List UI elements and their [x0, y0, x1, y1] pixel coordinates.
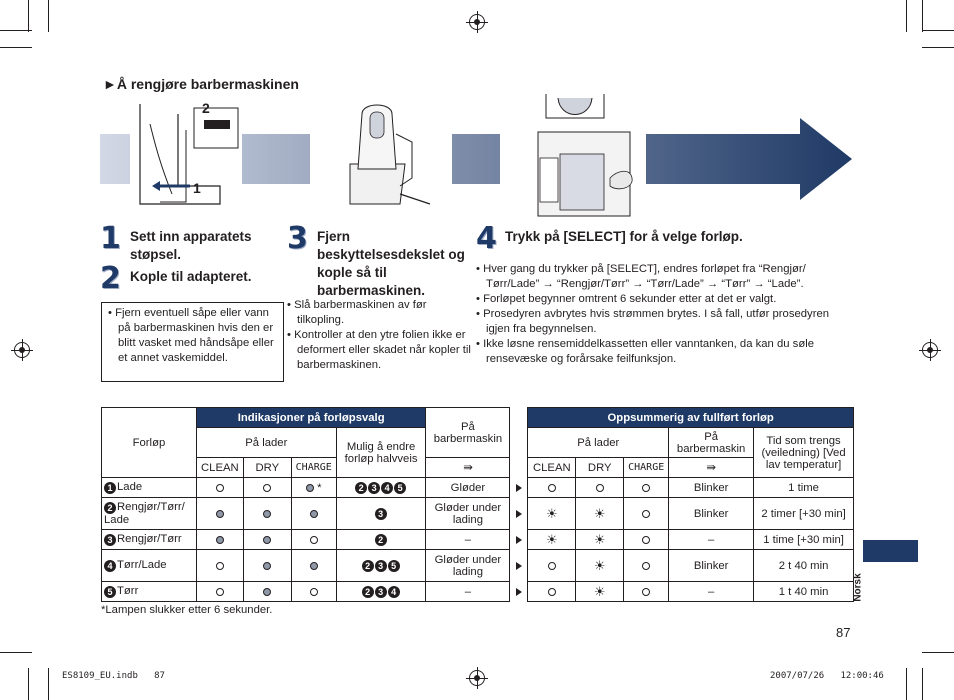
summary-dry [576, 498, 624, 530]
summary-dry [576, 478, 624, 498]
shaver-status: – [426, 582, 510, 602]
plug-icon: ⇛ [706, 462, 716, 474]
summary-clean [528, 498, 576, 530]
row-name: Rengjør/Tørr/ Lade [104, 501, 185, 526]
table-row [102, 582, 854, 602]
side-tab-label: Norsk [852, 573, 864, 602]
flashing-lamp-icon: ☀ [546, 505, 558, 521]
clean-lamp [196, 582, 243, 602]
course-number: 4 [388, 586, 400, 598]
charge-lamp [291, 498, 336, 530]
cleaning-illustration [100, 94, 860, 224]
course-number: 4 [381, 482, 393, 494]
course-number: 5 [394, 482, 406, 494]
tid-cell: 2 timer [+30 min] [754, 498, 854, 530]
plug-icon: ⇛ [463, 462, 473, 474]
crop-mark [48, 0, 49, 32]
header-pa-barbermaskin-2: På barbermaskin [669, 428, 754, 458]
course-number: 3 [375, 560, 387, 572]
step-3-bullets [287, 298, 473, 373]
dry-lamp [243, 550, 291, 582]
dry-lamp [243, 530, 291, 550]
crop-mark [906, 0, 907, 32]
row-name: Rengjør/Tørr [117, 533, 182, 546]
lamp-off-icon [310, 588, 318, 596]
mulig-cell [336, 530, 426, 550]
lamp-on-icon [216, 510, 224, 518]
dry-lamp [243, 478, 291, 498]
lamp-off-icon [310, 536, 318, 544]
lamp-off-icon [216, 484, 224, 492]
header-clean-2: CLEAN [528, 458, 576, 478]
crop-mark [906, 668, 907, 700]
crop-mark [28, 0, 29, 32]
summary-shaver: – [669, 530, 754, 550]
lamp-off-icon [642, 484, 650, 492]
summary-dry [576, 550, 624, 582]
row-arrow [510, 582, 528, 602]
summary-shaver: Blinker [669, 498, 754, 530]
lamp-off-icon [548, 562, 556, 570]
lamp-on-icon [263, 562, 271, 570]
mulig-cell [336, 550, 426, 582]
lamp-off-icon [216, 588, 224, 596]
registration-mark [14, 342, 30, 358]
clean-lamp [196, 550, 243, 582]
step-4-bullet: • Forløpet begynner omtrent 6 sekunder etter at det er valgt. [476, 293, 777, 305]
crop-mark [922, 0, 923, 32]
lamp-off-icon [548, 484, 556, 492]
summary-charge [624, 478, 669, 498]
step-4-bullet: • Ikke løsne rensemiddelkassetten eller vanntanken, da kan du søle rensevæske og forårsake feilfunksjon. [476, 338, 815, 365]
summary-clean [528, 550, 576, 582]
side-tab-bar [863, 540, 918, 562]
arrow-icon [516, 510, 522, 518]
clean-lamp [196, 498, 243, 530]
summary-charge [624, 550, 669, 582]
print-footer-right: 2007/07/26 12:00:46 [770, 671, 884, 681]
row-number: 4 [104, 560, 116, 572]
lamp-on-icon [263, 536, 271, 544]
note-box [101, 302, 284, 382]
summary-clean [528, 530, 576, 550]
flashing-lamp-icon: ☀ [593, 531, 606, 547]
header-clean: CLEAN [196, 458, 243, 478]
arrow-icon [516, 484, 522, 492]
registration-mark [469, 14, 485, 30]
tid-cell: 1 t 40 min [754, 582, 854, 602]
lamp-on-icon [216, 536, 224, 544]
charge-lamp [291, 550, 336, 582]
flashing-lamp-icon: ☀ [593, 583, 606, 599]
course-number: 5 [388, 560, 400, 572]
step-number-2: 2 [100, 261, 121, 296]
mulig-cell [336, 478, 426, 498]
summary-clean [528, 582, 576, 602]
header-charge: CHARGE [291, 458, 336, 478]
course-number: 2 [362, 560, 374, 572]
page-number: 87 [836, 625, 851, 640]
row-number: 1 [104, 482, 116, 494]
footnote: *Lampen slukker etter 6 sekunder. [101, 604, 273, 616]
mulig-cell [336, 582, 426, 602]
summary-shaver: Blinker [669, 478, 754, 498]
row-label [102, 478, 197, 498]
lamp-off-icon [642, 562, 650, 570]
clean-lamp [196, 478, 243, 498]
header-indikasjoner: Indikasjoner på forløpsvalg [196, 408, 426, 428]
row-number: 3 [104, 534, 116, 546]
row-number: 5 [104, 586, 116, 598]
flashing-lamp-icon: ☀ [593, 557, 606, 573]
table-row [102, 530, 854, 550]
dry-lamp [243, 582, 291, 602]
summary-charge [624, 498, 669, 530]
registration-mark [922, 342, 938, 358]
tid-cell: 1 time [754, 478, 854, 498]
course-number: 2 [375, 534, 387, 546]
step-2-text: Kople til adapteret. [130, 269, 252, 284]
crop-mark [922, 30, 954, 31]
illustration-label-1: 1 [193, 180, 201, 196]
table-row [102, 478, 854, 498]
course-number: 2 [362, 586, 374, 598]
row-label [102, 498, 197, 530]
row-label [102, 530, 197, 550]
crop-mark [0, 652, 32, 653]
header-oppsummerig: Oppsummerig av fullført forløp [528, 408, 854, 428]
header-plug-icon [426, 458, 510, 478]
row-arrow [510, 550, 528, 582]
arrow-icon [516, 562, 522, 570]
summary-dry [576, 582, 624, 602]
header-mulig: Mulig å endre forløp halvveis [336, 428, 426, 478]
header-pa-lader: På lader [196, 428, 336, 458]
section-title: ►Å rengjøre barbermaskinen [103, 76, 299, 92]
row-label [102, 550, 197, 582]
side-tab [852, 566, 882, 616]
header-dry: DRY [243, 458, 291, 478]
header-pa-barbermaskin: På barbermaskin [426, 408, 510, 458]
header-forlop: Forløp [102, 408, 197, 478]
step-4-bullet: • Hver gang du trykker på [SELECT], endres forløpet fra “Rengjør/ Tørr/Lade” → “Rengjør/Tørr” → “Tørr/Lade” → “Tørr” → “Lade”. [476, 263, 806, 290]
table-row [102, 550, 854, 582]
header-pa-lader-2: På lader [528, 428, 669, 458]
step-4-bullets [476, 262, 848, 367]
registration-mark [469, 670, 485, 686]
summary-shaver: – [669, 582, 754, 602]
arrow-icon [516, 536, 522, 544]
course-number: 3 [368, 482, 380, 494]
summary-clean [528, 478, 576, 498]
charge-lamp [291, 530, 336, 550]
lamp-off-icon [642, 588, 650, 596]
table-row [102, 498, 854, 530]
lamp-off-icon [642, 536, 650, 544]
step-3-text: Fjern beskyttelsesdekslet og kople så til barbermaskinen. [317, 229, 465, 298]
step-3-bullet: • Slå barbermaskinen av før tilkopling. [287, 299, 427, 326]
header-tid: Tid som trengs (veiledning) [Ved lav temperatur] [754, 428, 854, 478]
summary-charge [624, 530, 669, 550]
lamp-off-icon [548, 588, 556, 596]
lamp-off-icon [642, 510, 650, 518]
shaver-status: Gløder under lading [426, 550, 510, 582]
crop-mark [48, 668, 49, 700]
step-number-3: 3 [287, 221, 308, 256]
lamp-off-icon [216, 562, 224, 570]
tid-cell: 1 time [+30 min] [754, 530, 854, 550]
row-number: 2 [104, 502, 116, 514]
shaver-status: – [426, 530, 510, 550]
crop-mark [28, 668, 29, 700]
lamp-on-icon [263, 510, 271, 518]
lamp-on-icon [310, 510, 318, 518]
asterisk: * [317, 481, 322, 494]
illustration-label-2: 2 [202, 100, 210, 116]
header-arrow-spacer [510, 408, 528, 478]
course-table [101, 407, 854, 602]
crop-mark [922, 47, 954, 48]
header-plug-icon-2 [669, 458, 754, 478]
summary-shaver: Blinker [669, 550, 754, 582]
row-arrow [510, 478, 528, 498]
step-number-4: 4 [476, 221, 497, 256]
row-name: Tørr [117, 585, 139, 598]
header-charge-2: CHARGE [624, 458, 669, 478]
row-arrow [510, 530, 528, 550]
row-arrow [510, 498, 528, 530]
step-number-1: 1 [100, 221, 121, 256]
arrow-icon [516, 588, 522, 596]
course-number: 3 [375, 586, 387, 598]
charge-lamp [291, 478, 336, 498]
course-number: 2 [355, 482, 367, 494]
step-3-bullet: • Kontroller at den ytre folien ikke er deformert eller skadet når kopler til barbermaskinen. [287, 329, 471, 371]
summary-dry [576, 530, 624, 550]
crop-mark [0, 30, 32, 31]
step-1-text: Sett inn apparatets støpsel. [130, 229, 252, 262]
lamp-on-icon [310, 562, 318, 570]
crop-mark [0, 47, 32, 48]
course-number: 3 [375, 508, 387, 520]
step-4-text: Trykk på [SELECT] for å velge forløp. [505, 229, 743, 244]
flashing-lamp-icon: ☀ [546, 531, 558, 547]
note-box-text: • Fjern eventuell såpe eller vann på barbermaskinen hvis den er blitt vasket med håndsåpe eller et annet vaskemiddel. [108, 307, 274, 364]
charge-lamp [291, 582, 336, 602]
lamp-off-icon [263, 484, 271, 492]
summary-charge [624, 582, 669, 602]
step-4-bullet: • Prosedyren avbrytes hvis strømmen brytes. I så fall, utfør prosedyren igjen fra begynnelsen. [476, 308, 830, 335]
lamp-off-icon [596, 484, 604, 492]
crop-mark [922, 652, 954, 653]
clean-lamp [196, 530, 243, 550]
dry-lamp [243, 498, 291, 530]
shaver-status: Gløder under lading [426, 498, 510, 530]
lamp-on-icon [263, 588, 271, 596]
header-dry-2: DRY [576, 458, 624, 478]
tid-cell: 2 t 40 min [754, 550, 854, 582]
mulig-cell [336, 498, 426, 530]
print-footer-left: ES8109_EU.indb 87 [62, 671, 165, 681]
lamp-on-icon [306, 484, 314, 492]
shaver-status: Gløder [426, 478, 510, 498]
flashing-lamp-icon: ☀ [593, 505, 606, 521]
row-label [102, 582, 197, 602]
crop-mark [922, 668, 923, 700]
row-name: Tørr/Lade [117, 559, 167, 572]
row-name: Lade [117, 481, 143, 494]
